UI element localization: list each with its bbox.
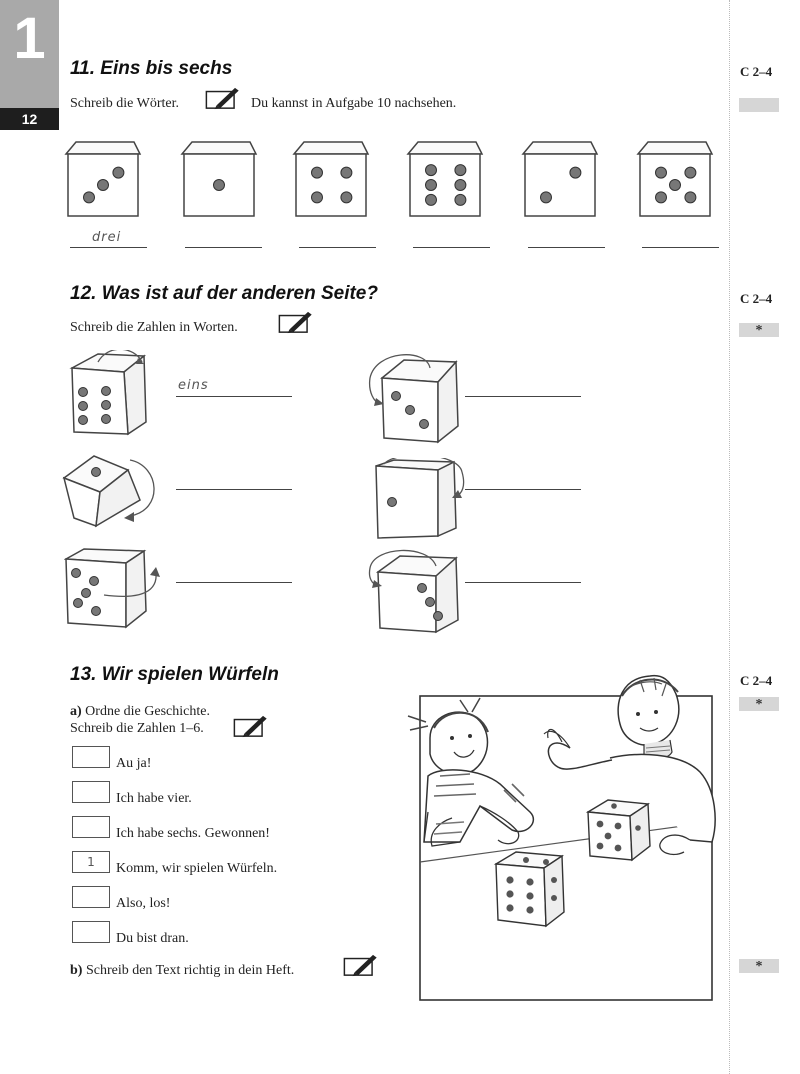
part-b-label: b): [70, 963, 83, 978]
order-box[interactable]: [72, 816, 110, 838]
exercise-11-instruction-a: Schreib die Wörter.: [70, 96, 179, 111]
answer-text: drei: [92, 230, 122, 245]
exercise-13-level: C 2–4: [740, 673, 773, 688]
die-pip: [426, 165, 437, 176]
die-pip: [312, 192, 323, 203]
answer-line: [176, 396, 292, 397]
answer-line: [70, 247, 147, 248]
die-2: [521, 138, 603, 220]
pencil-icon: [204, 86, 242, 110]
sentence-text: Ich habe vier.: [116, 791, 192, 806]
sentence-text: Also, los!: [116, 896, 171, 911]
exercise-11-marker: [739, 98, 779, 112]
die-pip: [570, 167, 581, 178]
exercise-12-title: 12. Was ist auf der anderen Seite?: [70, 283, 378, 304]
chapter-number: 1: [13, 6, 46, 71]
die-pip: [685, 167, 696, 178]
exercise-13-title: 13. Wir spielen Würfeln: [70, 664, 279, 685]
part-b-instruction: Schreib den Text richtig in dein Heft.: [85, 963, 295, 978]
sentence-text: Au ja!: [116, 756, 152, 771]
cube-5-visible: [64, 545, 164, 629]
die-6: [406, 138, 488, 220]
die-pip: [113, 167, 124, 178]
die-pip: [426, 180, 437, 191]
die-pip: [214, 180, 225, 191]
die-1: [180, 138, 262, 220]
exercise-13-star: *: [739, 697, 779, 711]
answer-text: eins: [178, 378, 209, 393]
exercise-12-instruction: Schreib die Zahlen in Worten.: [70, 320, 238, 335]
part-a-instruction-2: Schreib die Zahlen 1–6.: [70, 721, 204, 736]
answer-line: [185, 247, 262, 248]
exercise-12-level: C 2–4: [740, 291, 773, 306]
die-pip: [670, 180, 681, 191]
order-box[interactable]: [72, 781, 110, 803]
cube-3-visible-side: [366, 546, 466, 634]
sentence-text: Ich habe sechs. Gewonnen!: [116, 826, 270, 841]
die-pip: [341, 167, 352, 178]
die-pip: [685, 192, 696, 203]
answer-line: [465, 489, 581, 490]
answer-line: [299, 247, 376, 248]
die-pip: [426, 194, 437, 205]
answer-line: [528, 247, 605, 248]
illustration-kids-playing-dice: [400, 672, 726, 1002]
page-number: 12: [0, 108, 59, 130]
part-a-label: a): [70, 704, 82, 719]
die-pip: [98, 180, 109, 191]
die-pip: [656, 192, 667, 203]
exercise-12-star: *: [739, 323, 779, 337]
answer-line: [176, 489, 292, 490]
cube-1-visible-side: [372, 458, 472, 540]
die-pip: [341, 192, 352, 203]
answer-line: [413, 247, 490, 248]
pencil-icon: [342, 953, 380, 977]
die-4: [292, 138, 374, 220]
sentence-text: Komm, wir spielen Würfeln.: [116, 861, 278, 876]
die-pip: [656, 167, 667, 178]
part-b: [70, 963, 294, 979]
die-pip: [455, 180, 466, 191]
part-a-instruction-1: Ordne die Geschichte.: [85, 704, 210, 719]
answer-line: [465, 396, 581, 397]
die-pip: [541, 192, 552, 203]
pencil-icon: [232, 714, 270, 738]
cube-3-visible: [366, 352, 466, 446]
exercise-13b-star: *: [739, 959, 779, 973]
die-pip: [84, 192, 95, 203]
answer-line: [642, 247, 719, 248]
pencil-icon: [277, 310, 315, 334]
die-pip: [312, 167, 323, 178]
margin-divider: [729, 0, 730, 1074]
cube-4-visible: [68, 350, 158, 442]
order-box[interactable]: [72, 921, 110, 943]
order-box[interactable]: 1: [72, 851, 110, 873]
answer-line: [176, 582, 292, 583]
cube-1-visible: [60, 450, 164, 530]
exercise-11-level: C 2–4: [740, 64, 773, 79]
die-pip: [455, 165, 466, 176]
die-pip: [455, 194, 466, 205]
die-5: [636, 138, 718, 220]
exercise-11-title: 11. Eins bis sechs: [70, 58, 233, 79]
part-a-line1: [70, 704, 210, 720]
answer-line: [465, 582, 581, 583]
exercise-11-instruction-b: Du kannst in Aufgabe 10 nachsehen.: [251, 96, 457, 111]
order-box[interactable]: [72, 746, 110, 768]
die-3: [64, 138, 146, 220]
order-box[interactable]: [72, 886, 110, 908]
sentence-text: Du bist dran.: [116, 931, 189, 946]
